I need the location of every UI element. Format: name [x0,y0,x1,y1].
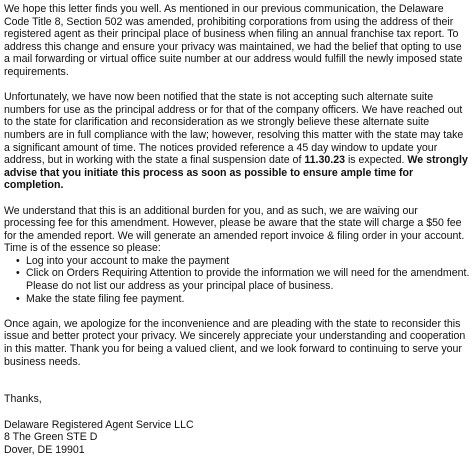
sender-name: Delaware Registered Agent Service LLC [4,418,194,431]
sender-address [4,419,470,456]
paragraph-fee-waiver: We understand that this is an additional burden for you, and as such, we are waiving our processing fee for this amendment. However, please be aware that the state will charge a $50 fee for the amended report. We will generate an amended report invoice & filing order in your account. Time is of the essence so please: [4,204,465,255]
list-item-log-in: • Log into your account to make the payment [16,255,470,268]
suspension-date: 11.30.23 [304,154,345,167]
action-steps-list [4,255,470,305]
paragraph-apology: Once again, we apologize for the inconvenience and are pleading with the state to reconsider this issue and better protect your privacy. We sincerely appreciate your understanding and cooperation in this matter. Thank you for being a valued client, and we look forward to continuing to serve your business needs. [4,317,466,368]
sender-city: Dover, DE 19901 [4,443,85,456]
paragraph-suite-numbers-notice [4,91,470,192]
blank-line [4,406,470,419]
suspension-date-suffix: is expected. [345,154,408,167]
blank-line [4,368,470,381]
advice-text: We strongly advise that you initiate this process as soon as possible to ensure ample time for completion. [4,154,468,192]
sender-street: 8 The Green STE D [4,431,98,444]
suite-notice-text: Unfortunately, we have now been notified that the state is not accepting such alternate suite numbers for use as the principal address or for that of the company officers. We have reached out to the state for clarification and reconsideration as we strongly believe these alternate suite numbers are in full compliance with the law; however, resolving this matter with the state may take a significant amount of time. The notices provided reference a 45 day window to update your address, but in working with the state a final suspension date of [4,91,464,167]
closing: Thanks, [4,393,42,406]
list-item-state-fee-payment: • Make the state filing fee payment. [16,293,470,306]
list-item-orders-requiring-attention: • Click on Orders Requiring Attention to provide the information we will need for the amendment. Please do not list our address as your principal place of business. [16,267,470,292]
paragraph-delaware-code-amendment: We hope this letter finds you well. As mentioned in our previous communication, the Delaware Code Title 8, Section 502 was amended, prohibiting corporations from using the address of their registered agent as their principal place of business when filing an annual franchise tax report. To address this change and ensure your privacy was maintained, we had the belief that opting to use a mail forwarding or virtual office suite number at our address would fulfill the newly imposed state requirements. [4,3,463,78]
